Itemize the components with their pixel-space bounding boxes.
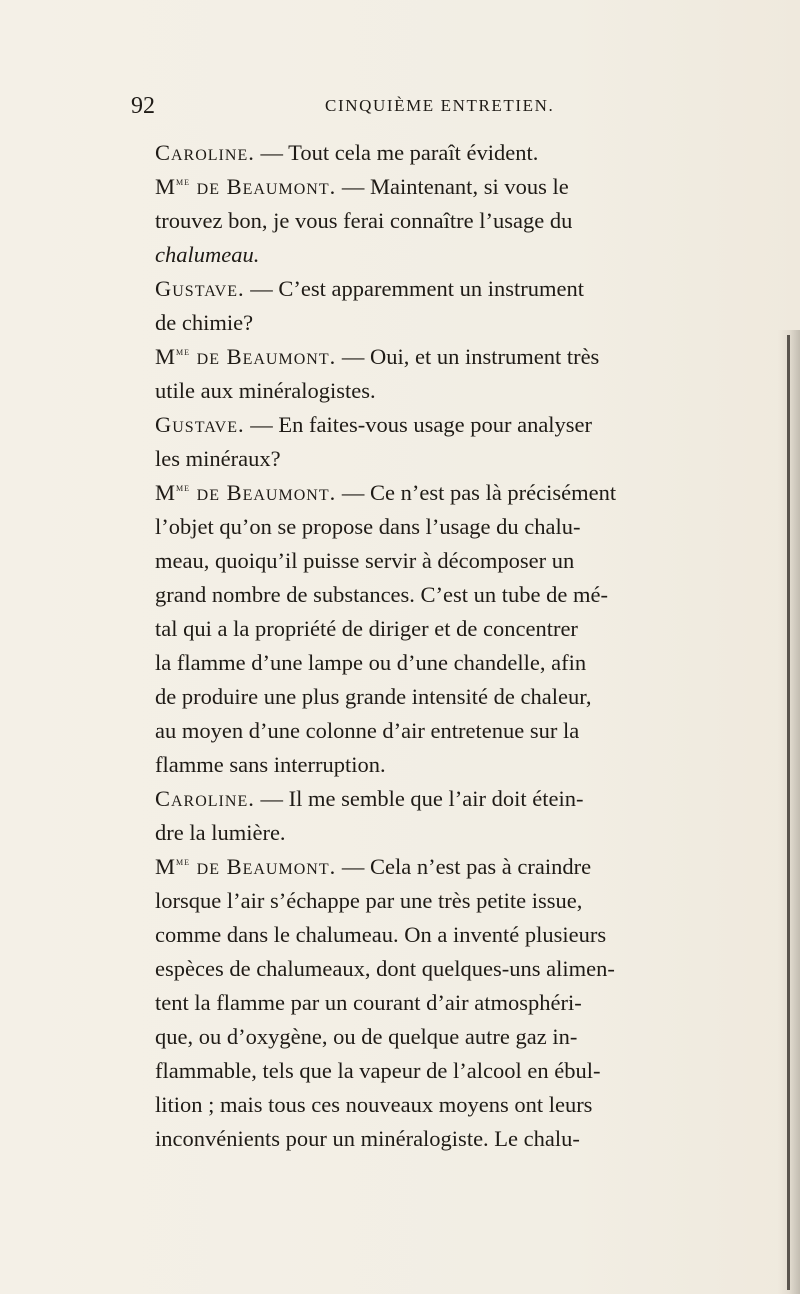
text-line	[155, 782, 757, 816]
line-text: — En faites-vous usage pour analyser	[244, 412, 593, 437]
speaker-surname: de Beaumont.	[190, 854, 337, 879]
italic-text-line: chalumeau.	[155, 242, 260, 267]
speaker-name: Gustave.	[155, 412, 245, 437]
line-text: — Ce n’est pas là précisément	[336, 480, 617, 505]
line-text: — Tout cela me paraît évident.	[254, 140, 539, 165]
speaker-superscript: me	[176, 174, 191, 188]
speaker-prefix: M	[155, 480, 177, 505]
speaker-name	[155, 344, 336, 369]
speaker-surname: de Beaumont.	[190, 480, 337, 505]
dialogue-paragraph	[155, 136, 757, 170]
dialogue-paragraph	[155, 340, 757, 408]
text-line: que, ou d’oxygène, ou de quelque autre gaz in-	[155, 1024, 578, 1049]
dialogue-paragraph	[155, 170, 757, 272]
speaker-name: Gustave.	[155, 276, 245, 301]
page-header	[131, 91, 611, 121]
speaker-name	[155, 854, 336, 879]
speaker-name	[155, 174, 336, 199]
speaker-prefix: M	[155, 854, 177, 879]
speaker-superscript: me	[176, 480, 191, 494]
speaker-prefix: M	[155, 344, 177, 369]
text-line: trouvez bon, je vous ferai connaître l’usage du	[155, 208, 573, 233]
dialogue-paragraph	[155, 476, 757, 782]
page-edge-line	[787, 335, 790, 1290]
line-text: — Il me semble que l’air doit étein-	[254, 786, 584, 811]
text-line	[155, 272, 757, 306]
text-line: l’objet qu’on se propose dans l’usage du chalu-	[155, 514, 581, 539]
text-line: utile aux minéralogistes.	[155, 378, 376, 403]
text-line	[155, 850, 757, 884]
text-line: les minéraux?	[155, 446, 281, 471]
text-line: la flamme d’une lampe ou d’une chandelle, afin	[155, 650, 587, 675]
speaker-surname: de Beaumont.	[190, 174, 337, 199]
text-line	[155, 136, 757, 170]
speaker-surname: de Beaumont.	[190, 344, 337, 369]
line-text: — Maintenant, si vous le	[336, 174, 569, 199]
page-number: 92	[131, 93, 155, 119]
text-line	[155, 340, 757, 374]
line-text: — C’est apparemment un instrument	[244, 276, 584, 301]
running-head: CINQUIÈME ENTRETIEN.	[325, 96, 555, 115]
text-line: espèces de chalumeaux, dont quelques-uns alimen-	[155, 956, 615, 981]
speaker-name: Caroline.	[155, 140, 255, 165]
text-line: flammable, tels que la vapeur de l’alcool en ébul-	[155, 1058, 601, 1083]
text-line: de chimie?	[155, 310, 254, 335]
text-line	[155, 476, 757, 510]
text-line	[155, 170, 757, 204]
text-line: lition ; mais tous ces nouveaux moyens ont leurs	[155, 1092, 593, 1117]
text-line: au moyen d’une colonne d’air entretenue sur la	[155, 718, 580, 743]
line-text: — Oui, et un instrument très	[336, 344, 600, 369]
line-text: — Cela n’est pas à craindre	[336, 854, 592, 879]
speaker-name	[155, 480, 336, 505]
dialogue-paragraph	[155, 408, 757, 476]
text-line: flamme sans interruption.	[155, 752, 386, 777]
text-line: tal qui a la propriété de diriger et de concentrer	[155, 616, 578, 641]
text-line: tent la flamme par un courant d’air atmosphéri-	[155, 990, 582, 1015]
text-line: meau, quoiqu’il puisse servir à décomposer un	[155, 548, 575, 573]
speaker-prefix: M	[155, 174, 177, 199]
text-line: dre la lumière.	[155, 820, 286, 845]
speaker-name: Caroline.	[155, 786, 255, 811]
text-line: de produire une plus grande intensité de chaleur,	[155, 684, 592, 709]
speaker-superscript: me	[176, 854, 191, 868]
dialogue-paragraph	[155, 782, 757, 850]
dialogue-paragraph	[155, 272, 757, 340]
speaker-superscript: me	[176, 344, 191, 358]
dialogue-paragraph	[155, 850, 757, 1156]
text-line: comme dans le chalumeau. On a inventé plusieurs	[155, 922, 607, 947]
text-line: inconvénients pour un minéralogiste. Le chalu-	[155, 1126, 580, 1151]
page-body	[155, 136, 757, 1156]
text-line: grand nombre de substances. C’est un tube de mé-	[155, 582, 608, 607]
text-line	[155, 408, 757, 442]
text-line: lorsque l’air s’échappe par une très petite issue,	[155, 888, 583, 913]
